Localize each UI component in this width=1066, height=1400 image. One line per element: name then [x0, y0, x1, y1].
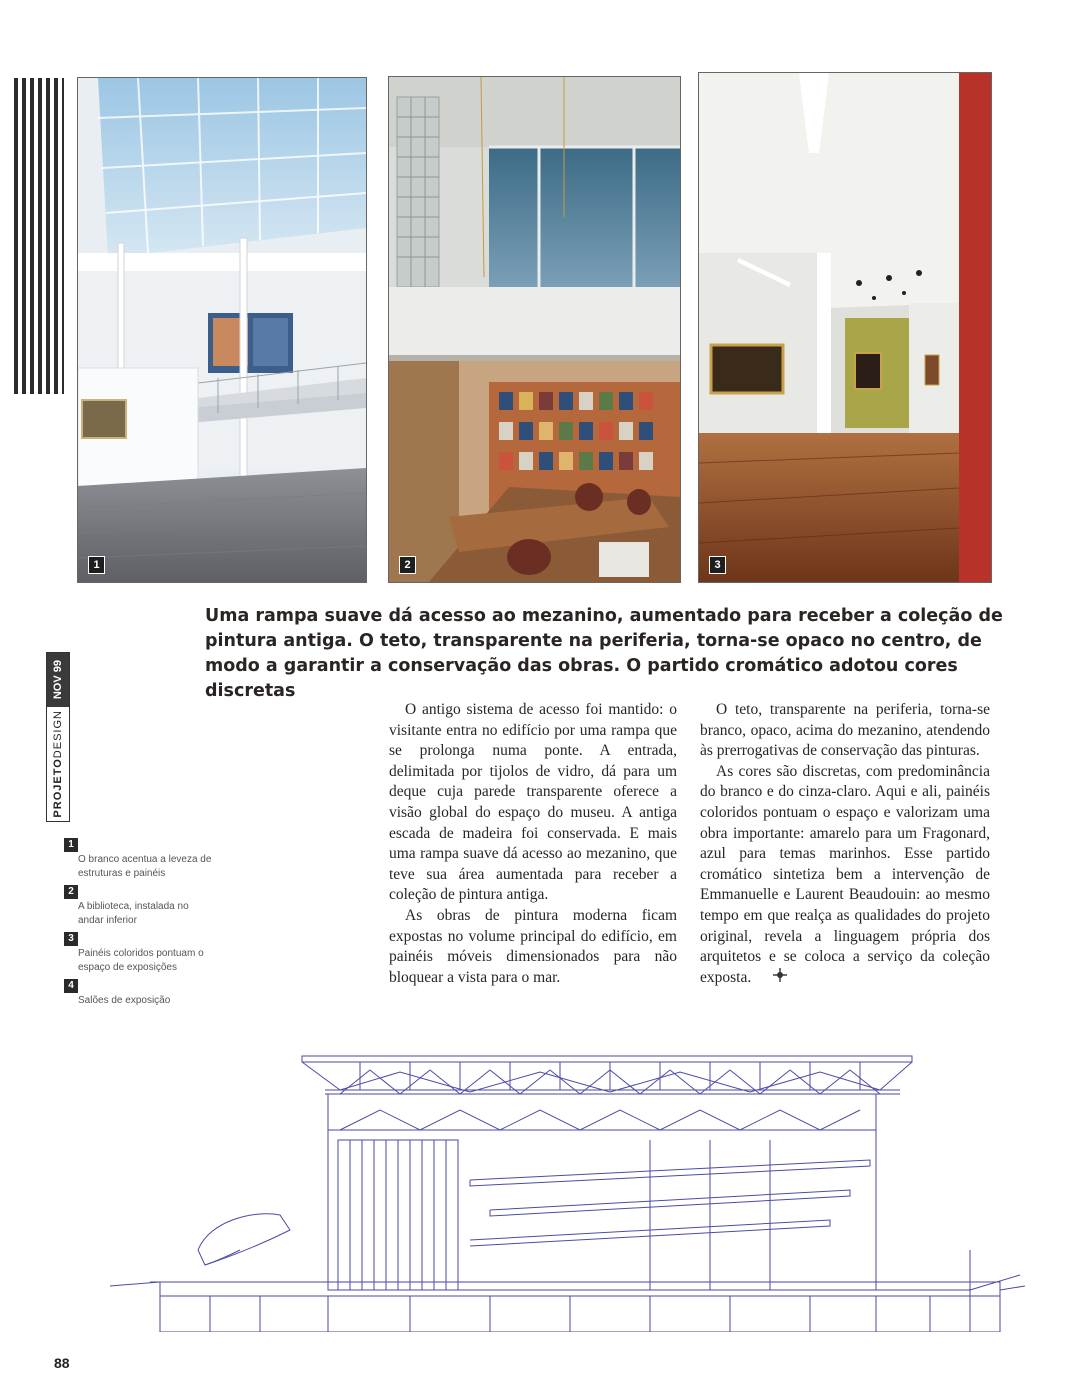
photo-number-badge: 3 [709, 556, 726, 574]
library-image [389, 77, 680, 582]
body-column-1 [389, 700, 677, 988]
caption-item [64, 838, 214, 881]
caption-item [64, 979, 214, 1008]
architectural-section-image [110, 1050, 1025, 1332]
caption-number: 4 [64, 979, 78, 993]
caption-item [64, 885, 214, 928]
brand-light: DESIGN [52, 710, 64, 759]
pull-quote: Uma rampa suave dá acesso ao mezanino, aumentado para receber a coleção de pintura antiga. O teto, transparente na periferia, torna-se opaco no centro, de modo a garantir a conservação das obras. O partido cromático adotou cores discretas [205, 606, 1003, 701]
photo-1-gallery [77, 77, 367, 583]
brand-bold: PROJETO [52, 758, 64, 818]
magazine-label [46, 652, 70, 822]
issue-badge [47, 653, 69, 707]
caption-text: A biblioteca, instalada no andar inferior [78, 901, 189, 926]
body-paragraph: As cores são discretas, com predominância do branco e do cinza-claro. Aqui e ali, painéis coloridos pontuam o espaço e valorizam uma obra importante: amarelo para um Fragonard, azul para temas marinhos. Esse partido cromático sintetiza bem a intervenção de Emmanuelle e Laurent Beaudouin: ao mesmo tempo em que realça as qualidades do projeto original, revela a linguagem própria dos arquitetos e se coloca a serviço da coleção exposta. [700, 762, 990, 986]
gallery-image [78, 78, 366, 582]
caption-number: 2 [64, 885, 78, 899]
magazine-brand [47, 707, 69, 821]
decorative-stripes [14, 78, 64, 394]
page-number: 88 [54, 1355, 70, 1371]
caption-text: Salões de exposição [78, 995, 171, 1006]
issue-text: NOV 99 [52, 660, 64, 700]
section-drawing [110, 1050, 1025, 1332]
photo-3-exhibition [698, 72, 992, 583]
caption-number: 1 [64, 838, 78, 852]
caption-text: Painéis coloridos pontuam o espaço de exposições [78, 948, 204, 973]
body-paragraph: As obras de pintura moderna ficam expostas no volume principal do edifício, em painéis móveis dimensionados para não bloquear a vista para o mar. [389, 906, 677, 986]
body-paragraph: O antigo sistema de acesso foi mantido: o visitante entra no edifício por uma rampa que se prolonga numa ponte. A entrada, delimitada por tijolos de vidro, dá para um deque cuja parede transparente oferece a visão global do espaço do museu. A antiga escada de madeira foi conservada. E mais uma rampa suave dá acesso ao mezanino, que teve sua área aumentada para receber a coleção de pintura antiga. [389, 701, 677, 904]
photo-number-badge: 1 [88, 556, 105, 574]
caption-item [64, 932, 214, 975]
body-paragraph: O teto, transparente na periferia, torna-se branco, opaco, acima do mezanino, atendendo às prerrogativas de conservação das pinturas. [700, 701, 990, 760]
photo-captions [64, 838, 214, 1012]
photo-number-badge: 2 [399, 556, 416, 574]
body-column-2 [700, 700, 990, 988]
caption-text: O branco acentua a leveza de estruturas e painéis [78, 854, 212, 879]
exhibition-image [699, 73, 991, 582]
photo-2-library [388, 76, 681, 583]
caption-number: 3 [64, 932, 78, 946]
end-mark-icon [757, 968, 787, 989]
